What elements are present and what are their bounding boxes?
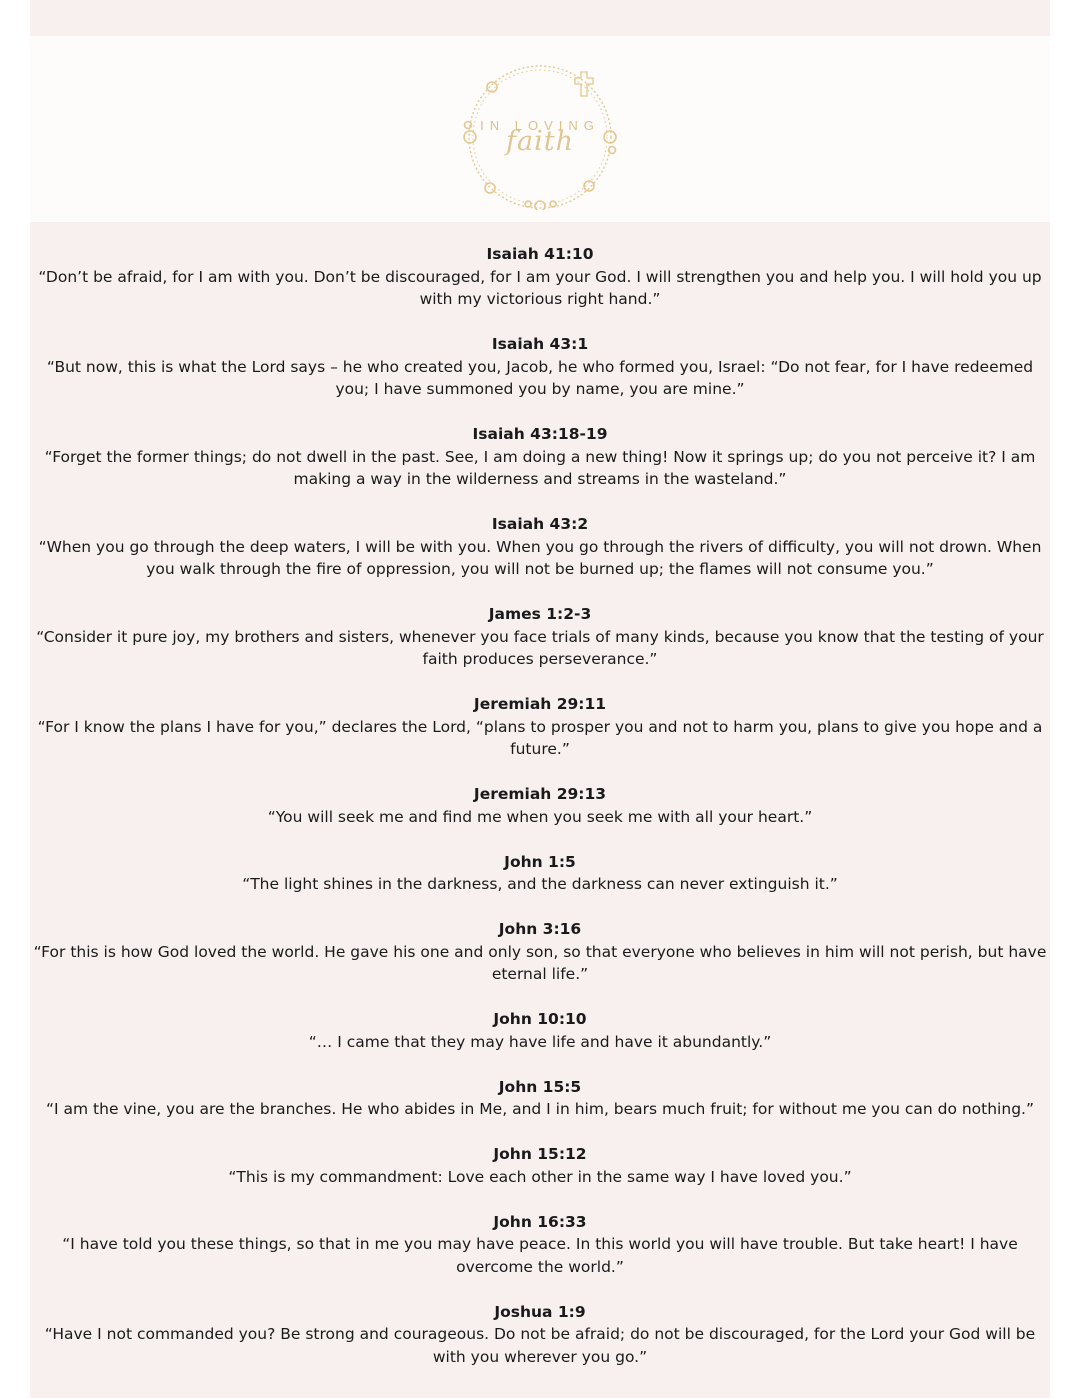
verse-reference: Jeremiah 29:13 — [473, 785, 607, 803]
verse-item — [30, 243, 1050, 311]
verse-reference: John 16:33 — [493, 1212, 587, 1231]
verse-reference: John 3:16 — [498, 920, 582, 938]
verse-item — [30, 783, 1050, 828]
verse-reference: John 15:12 — [493, 1145, 587, 1163]
verse-text: “This is my commandment: Love each other in the same way I have loved you.” — [228, 1167, 852, 1186]
verse-text: “I have told you these things, so that in me you may have peace. In this world you will have trouble. But take heart! I have overcome the world.” — [62, 1235, 1018, 1276]
verse-item — [30, 1008, 1050, 1053]
verse-text: “When you go through the deep waters, I will be with you. When you go through the rivers of difficulty, you will not drown. When you walk through the fire of oppression, you will not be burned up; the flames will not consume you.” — [38, 537, 1042, 578]
verse-reference: John 10:10 — [493, 1010, 587, 1028]
verse-item — [30, 1211, 1050, 1279]
logo-text-faith: faith — [506, 126, 574, 157]
verse-item — [30, 1143, 1050, 1188]
verse-text: “For I know the plans I have for you,” declares the Lord, “plans to prosper you and not to harm you, plans to give you hope and a future.” — [37, 717, 1043, 758]
verse-text: “Forget the former things; do not dwell in the past. See, I am doing a new thing! Now it springs up; do you not perceive it? I am making a way in the wilderness and streams in the wasteland.” — [44, 447, 1036, 488]
verse-item — [30, 918, 1050, 986]
verse-text: “Have I not commanded you? Be strong and courageous. Do not be afraid; do not be discouraged, for the Lord your God will be with you wherever you go.” — [44, 1325, 1036, 1366]
verse-reference: Isaiah 41:10 — [486, 245, 594, 263]
verse-text: “Consider it pure joy, my brothers and sisters, whenever you face trials of many kinds, because you know that the testing of your faith produces perseverance.” — [36, 627, 1044, 668]
in-loving-faith-logo — [458, 60, 622, 210]
verse-list — [30, 243, 1050, 1391]
verse-text: “But now, this is what the Lord says – he who created you, Jacob, he who formed you, Israel: “Do not fear, for I have redeemed you; I have summoned you by name, you are mine.” — [46, 357, 1034, 398]
verse-text: “I am the vine, you are the branches. He who abides in Me, and I in him, bears much fruit; for without me you can do nothing.” — [45, 1100, 1034, 1118]
verse-reference: John 1:5 — [504, 852, 576, 871]
verse-reference: Joshua 1:9 — [494, 1302, 586, 1321]
verse-item — [30, 423, 1050, 491]
verse-text: “For this is how God loved the world. He gave his one and only son, so that everyone who believes in him will not perish, but have eternal life.” — [33, 942, 1047, 983]
verse-text: “Don’t be afraid, for I am with you. Don’t be discouraged, for I am your God. I will strengthen you and help you. I will hold you up with my victorious right hand.” — [38, 267, 1042, 308]
verse-item — [30, 603, 1050, 671]
verse-panel — [30, 222, 1050, 1398]
verse-reference: Jeremiah 29:11 — [473, 695, 607, 713]
logo-text-in-loving: IN LOVING — [480, 118, 600, 133]
verse-item — [30, 1301, 1050, 1369]
verse-text: “The light shines in the darkness, and the darkness can never extinguish it.” — [242, 875, 838, 893]
verse-reference: James 1:2-3 — [488, 605, 592, 623]
verse-item — [30, 851, 1050, 896]
verse-reference: Isaiah 43:18-19 — [472, 425, 608, 443]
verse-text: “You will seek me and find me when you seek me with all your heart.” — [267, 807, 813, 826]
verse-item — [30, 333, 1050, 401]
verse-text: “… I came that they may have life and have it abundantly.” — [308, 1032, 772, 1051]
top-band — [30, 0, 1050, 36]
verse-item — [30, 693, 1050, 761]
verse-reference: John 15:5 — [498, 1077, 582, 1096]
verse-item — [30, 513, 1050, 581]
verse-reference: Isaiah 43:2 — [491, 515, 589, 533]
verse-reference: Isaiah 43:1 — [491, 335, 589, 353]
verse-item — [30, 1076, 1050, 1121]
